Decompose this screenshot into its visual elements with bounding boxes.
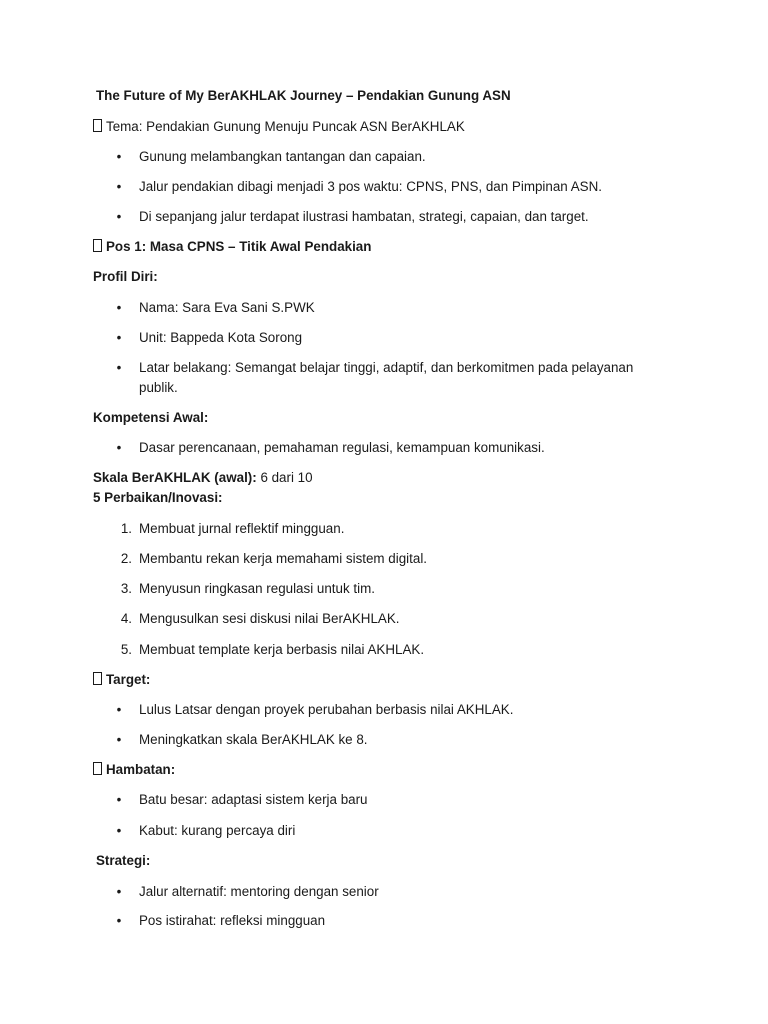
numbered-item-text: Membantu rekan kerja memahami sistem digital. bbox=[139, 551, 428, 566]
list-item bbox=[0, 207, 768, 227]
box-glyph-icon bbox=[93, 672, 102, 685]
perbaikan-heading: 5 Perbaikan/Inovasi: bbox=[93, 490, 223, 505]
bullet: • bbox=[116, 702, 122, 717]
list-item bbox=[0, 147, 768, 167]
theme-label: Tema: Pendakian Gunung Menuju Puncak ASN BerAKHLAK bbox=[106, 119, 465, 134]
bullet: • bbox=[116, 149, 122, 164]
hambatan-heading-line bbox=[93, 761, 175, 779]
numbered-item bbox=[0, 519, 768, 539]
skala-line bbox=[93, 469, 313, 487]
list-item bbox=[0, 298, 768, 318]
numbered-item bbox=[0, 549, 768, 569]
bullet: • bbox=[116, 179, 122, 194]
hambatan-heading: Hambatan: bbox=[106, 762, 176, 777]
strategi-heading: Strategi: bbox=[96, 853, 151, 868]
list-item-text: Kabut: kurang percaya diri bbox=[139, 823, 296, 838]
bullet: • bbox=[116, 823, 122, 838]
bullet: • bbox=[116, 440, 122, 455]
bullet: • bbox=[116, 884, 122, 899]
numbered-item bbox=[0, 609, 768, 629]
box-glyph-icon bbox=[93, 762, 102, 775]
list-item-text: Dasar perencanaan, pemahaman regulasi, kemampuan komunikasi. bbox=[139, 440, 545, 455]
item-number: 5. bbox=[120, 642, 132, 657]
list-item-text: Jalur pendakian dibagi menjadi 3 pos waktu: CPNS, PNS, dan Pimpinan ASN. bbox=[139, 179, 602, 194]
list-item-text: Pos istirahat: refleksi mingguan bbox=[139, 913, 326, 928]
list-item-text: Unit: Bappeda Kota Sorong bbox=[139, 330, 303, 345]
item-number: 1. bbox=[120, 521, 132, 536]
bullet: • bbox=[116, 792, 122, 807]
bullet: • bbox=[116, 913, 122, 928]
list-item bbox=[0, 328, 768, 348]
list-item-text: Jalur alternatif: mentoring dengan senior bbox=[139, 884, 379, 899]
item-number: 2. bbox=[120, 551, 132, 566]
bullet: • bbox=[116, 360, 122, 375]
list-item bbox=[0, 438, 768, 458]
kompetensi-heading: Kompetensi Awal: bbox=[93, 410, 209, 425]
list-item-text: Latar belakang: Semangat belajar tinggi, adaptif, dan berkomitmen pada pelayanan publik. bbox=[139, 360, 634, 395]
numbered-item-text: Menyusun ringkasan regulasi untuk tim. bbox=[139, 581, 375, 596]
list-item-text: Gunung melambangkan tantangan dan capaian. bbox=[139, 149, 426, 164]
skala-value: 6 dari 10 bbox=[260, 470, 313, 485]
bullet: • bbox=[116, 209, 122, 224]
bullet: • bbox=[116, 330, 122, 345]
item-number: 4. bbox=[120, 611, 132, 626]
numbered-item-text: Membuat template kerja berbasis nilai AKHLAK. bbox=[139, 642, 425, 657]
numbered-item-text: Membuat jurnal reflektif mingguan. bbox=[139, 521, 345, 536]
document-title: The Future of My BerAKHLAK Journey – Pendakian Gunung ASN bbox=[96, 88, 511, 103]
bullet: • bbox=[116, 300, 122, 315]
list-item bbox=[0, 177, 768, 197]
list-item-text: Di sepanjang jalur terdapat ilustrasi hambatan, strategi, capaian, dan target. bbox=[139, 209, 589, 224]
list-item-text: Lulus Latsar dengan proyek perubahan berbasis nilai AKHLAK. bbox=[139, 702, 514, 717]
list-item bbox=[0, 821, 768, 841]
pos1-heading: Pos 1: Masa CPNS – Titik Awal Pendakian bbox=[106, 239, 372, 254]
box-glyph-icon bbox=[93, 239, 102, 252]
bullet: • bbox=[116, 732, 122, 747]
list-item bbox=[0, 882, 768, 902]
target-heading-line bbox=[93, 671, 150, 689]
numbered-item bbox=[0, 579, 768, 599]
target-heading: Target: bbox=[106, 672, 151, 687]
box-glyph-icon bbox=[93, 119, 102, 132]
numbered-item-text: Mengusulkan sesi diskusi nilai BerAKHLAK. bbox=[139, 611, 400, 626]
list-item-text: Nama: Sara Eva Sani S.PWK bbox=[139, 300, 315, 315]
list-item bbox=[0, 911, 768, 931]
list-item-text: Batu besar: adaptasi sistem kerja baru bbox=[139, 792, 368, 807]
list-item bbox=[0, 358, 768, 398]
skala-label: Skala BerAKHLAK (awal): bbox=[93, 470, 257, 485]
list-item bbox=[0, 790, 768, 810]
item-number: 3. bbox=[120, 581, 132, 596]
pos1-heading-line bbox=[93, 238, 371, 256]
numbered-item bbox=[0, 640, 768, 660]
profil-heading: Profil Diri: bbox=[93, 269, 158, 284]
list-item-text: Meningkatkan skala BerAKHLAK ke 8. bbox=[139, 732, 368, 747]
list-item bbox=[0, 700, 768, 720]
theme-line bbox=[93, 118, 465, 136]
list-item bbox=[0, 730, 768, 750]
